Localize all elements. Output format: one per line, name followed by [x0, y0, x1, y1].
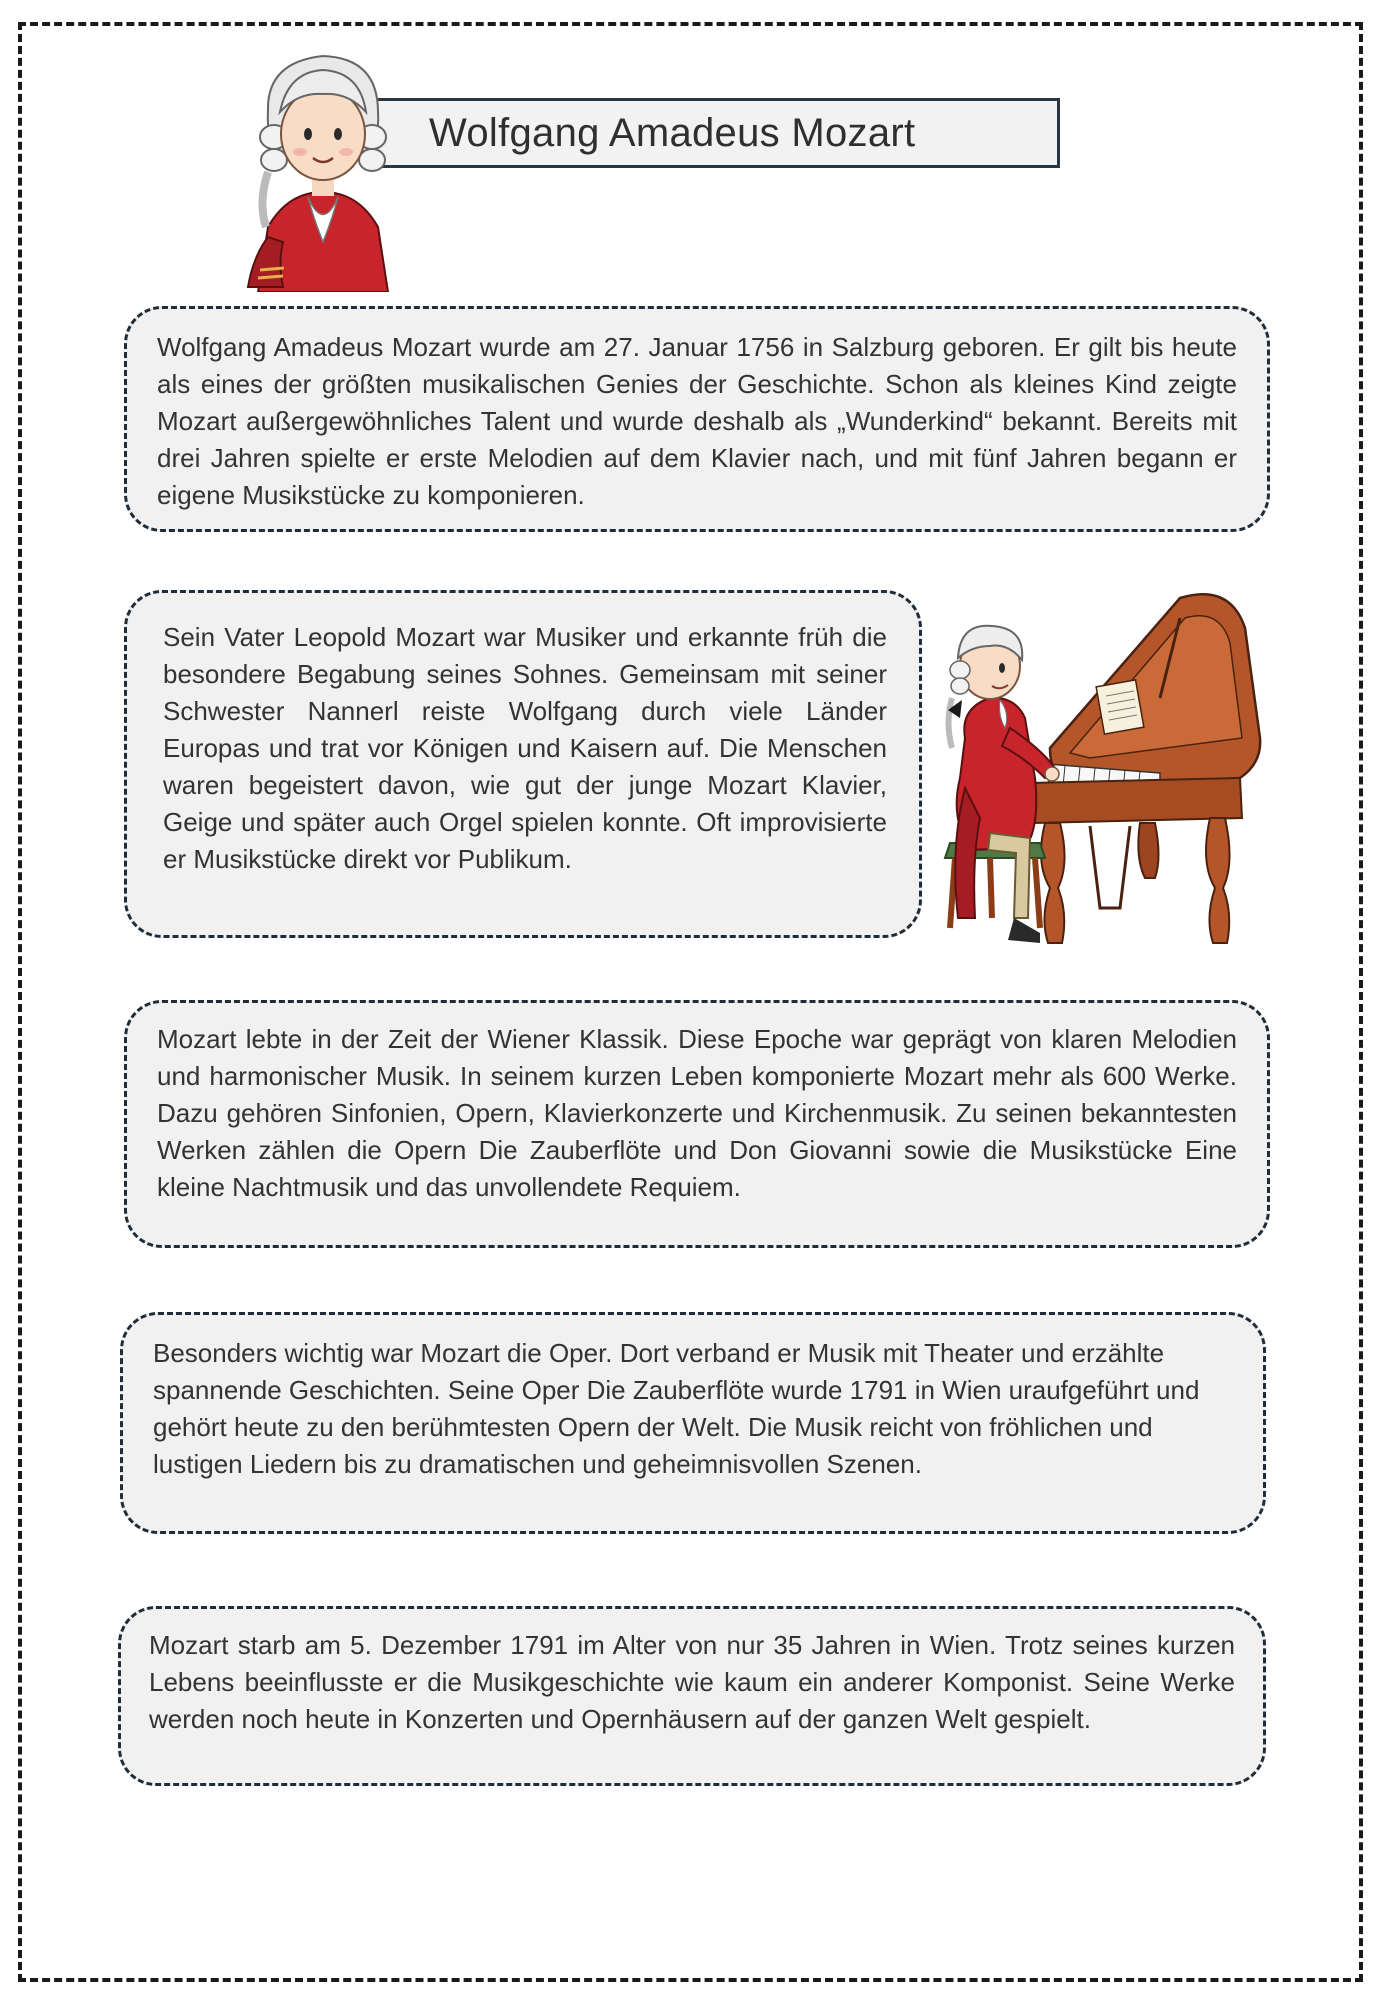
paragraph-birth: Wolfgang Amadeus Mozart wurde am 27. Januar 1756 in Salzburg geboren. Er gilt bis heute als eines der größten musikalischen Genies der Geschichte. Schon als kleines Kind zeigte Mozart außergewöhnliches Talent und wurde deshalb als „Wunderkind“ bekannt. Bereits mit drei Jahren spielte er erste Melodien auf dem Klavier nach, und mit fünf Jahren begann er eigene Musikstücke zu komponieren. [124, 306, 1270, 532]
paragraph-opera: Besonders wichtig war Mozart die Oper. Dort verband er Musik mit Theater und erzählte spannende Geschichten. Seine Oper Die Zauberflöte wurde 1791 in Wien uraufgeführt und gehört heute zu den berühmtesten Opern der Welt. Die Musik reicht von fröhlichen und lustigen Liedern bis zu dramatischen und geheimnisvollen Szenen. [120, 1312, 1266, 1534]
mozart-portrait-icon [238, 42, 408, 292]
paragraph-works: Mozart lebte in der Zeit der Wiener Klassik. Diese Epoche war geprägt von klaren Melodien und harmonischer Musik. In seinem kurzen Leben komponierte Mozart mehr als 600 Werke. Dazu gehören Sinfonien, Opern, Klavierkonzerte und Kirchenmusik. Zu seinen bekanntesten Werken zählen die Opern Die Zauberflöte und Don Giovanni sowie die Musikstücke Eine kleine Nachtmusik und das unvollendete Requiem. [124, 1000, 1270, 1248]
page-title: Wolfgang Amadeus Mozart [372, 98, 1060, 168]
paragraph-death: Mozart starb am 5. Dezember 1791 im Alter von nur 35 Jahren in Wien. Trotz seines kurzen Lebens beeinflusste er die Musikgeschichte wie kaum ein anderer Komponist. Seine Werke werden noch heute in Konzerten und Opernhäusern auf der ganzen Welt gespielt. [118, 1606, 1266, 1786]
paragraph-childhood: Sein Vater Leopold Mozart war Musiker und erkannte früh die besondere Begabung seines Sohnes. Gemeinsam mit seiner Schwester Nannerl reiste Wolfgang durch viele Länder Europas und trat vor Königen und Kaisern auf. Die Menschen waren begeistert davon, wie gut der junge Mozart Klavier, Geige und später auch Orgel spielen konnte. Oft improvisierte er Musikstücke direkt vor Publikum. [124, 590, 922, 938]
mozart-at-piano-icon [930, 588, 1270, 968]
